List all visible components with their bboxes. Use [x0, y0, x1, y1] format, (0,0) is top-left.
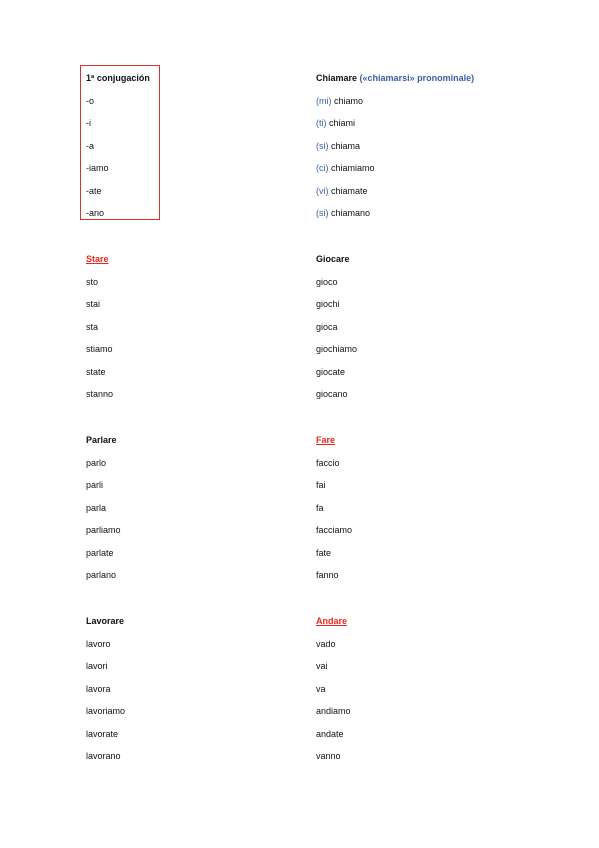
fare-title: Fare: [316, 435, 336, 445]
chiamare-title: Chiamare: [316, 73, 358, 83]
ending: -iamo: [86, 163, 109, 173]
verb-form: giochi: [316, 299, 340, 309]
reflexive-pronoun: (si): [316, 208, 329, 218]
reflexive-pronoun: (vi): [316, 186, 329, 196]
stare-title: Stare: [86, 254, 109, 264]
parlare-title: Parlare: [86, 435, 117, 445]
verb-form: chiamate: [331, 186, 368, 196]
verb-form: fa: [316, 503, 324, 513]
verb-form: chiami: [329, 118, 356, 128]
verb-form: parlate: [86, 548, 114, 558]
verb-form: lavorate: [86, 729, 119, 739]
verb-form: fai: [316, 480, 326, 490]
verb-form: lavori: [86, 661, 108, 671]
verb-form: va: [316, 684, 326, 694]
chiamare-form: [316, 208, 370, 219]
verb-form: stiamo: [86, 344, 113, 354]
verb-form: gioco: [316, 277, 338, 287]
verb-form: parlano: [86, 570, 117, 580]
ending: -ate: [86, 186, 102, 196]
andare-title: Andare: [316, 616, 348, 626]
verb-form: vai: [316, 661, 328, 671]
verb-form: lavoro: [86, 639, 111, 649]
verb-form: giocano: [316, 389, 348, 399]
chiamare-form: [316, 163, 375, 174]
verb-form: sta: [86, 322, 99, 332]
reflexive-pronoun: (ti): [316, 118, 327, 128]
verb-form: andate: [316, 729, 344, 739]
verb-form: fanno: [316, 570, 339, 580]
verb-form: vado: [316, 639, 336, 649]
chiamare-heading: [316, 73, 474, 84]
reflexive-pronoun: (mi): [316, 96, 332, 106]
chiamare-form: [316, 118, 355, 129]
ending: -o: [86, 96, 95, 106]
verb-form: chiama: [331, 141, 361, 151]
verb-form: facciamo: [316, 525, 353, 535]
verb-form: parliamo: [86, 525, 121, 535]
lavorare-title: Lavorare: [86, 616, 125, 626]
verb-form: stanno: [86, 389, 114, 399]
verb-form: lavorano: [86, 751, 121, 761]
verb-form: chiamano: [331, 208, 371, 218]
verb-form: faccio: [316, 458, 340, 468]
conjugation-title: 1ª conjugación: [86, 73, 150, 83]
verb-form: chiamiamo: [331, 163, 375, 173]
verb-form: parli: [86, 480, 104, 490]
ending: -i: [86, 118, 91, 128]
verb-form: sto: [86, 277, 99, 287]
reflexive-pronoun: (si): [316, 141, 329, 151]
verb-form: chiamo: [334, 96, 364, 106]
verb-form: stai: [86, 299, 101, 309]
reflexive-pronoun: (ci): [316, 163, 329, 173]
verb-form: fate: [316, 548, 332, 558]
verb-form: lavoriamo: [86, 706, 126, 716]
giocare-title: Giocare: [316, 254, 350, 264]
verb-form: gioca: [316, 322, 338, 332]
chiamare-note: («chiamarsi» pronominale): [359, 73, 475, 83]
chiamare-form: [316, 96, 363, 107]
ending: -a: [86, 141, 95, 151]
verb-form: parla: [86, 503, 107, 513]
verb-form: giocate: [316, 367, 346, 377]
verb-form: vanno: [316, 751, 341, 761]
verb-form: parlo: [86, 458, 107, 468]
chiamare-form: [316, 186, 368, 197]
verb-form: giochiamo: [316, 344, 358, 354]
chiamare-form: [316, 141, 360, 152]
verb-form: state: [86, 367, 106, 377]
ending: -ano: [86, 208, 105, 218]
verb-form: andiamo: [316, 706, 351, 716]
verb-form: lavora: [86, 684, 111, 694]
